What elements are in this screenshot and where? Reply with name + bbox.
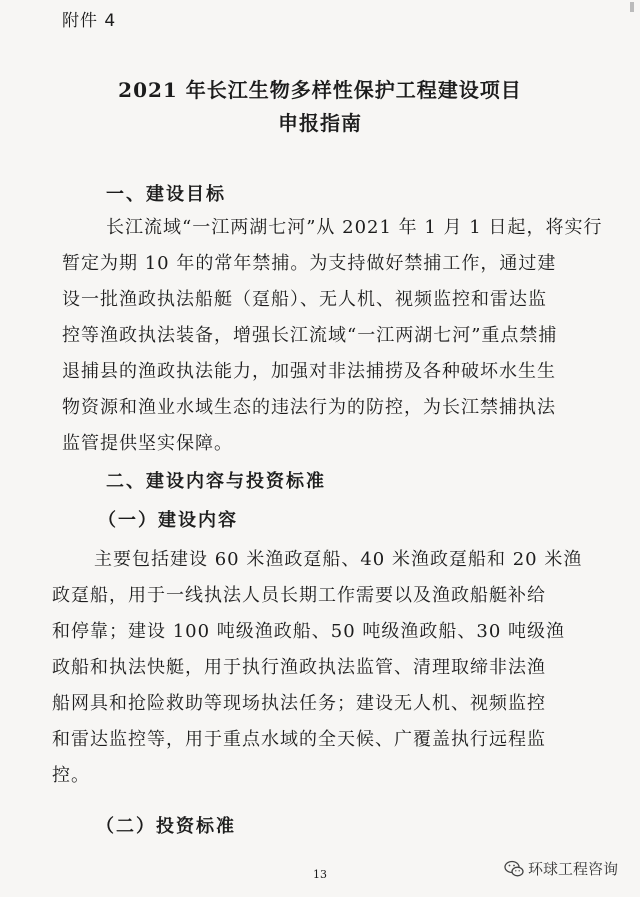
paragraph-line: 和雷达监控等，用于重点水域的全天候、广覆盖执行远程监 bbox=[52, 729, 546, 750]
subsection2-heading: （二）投资标准 bbox=[96, 816, 236, 837]
paragraph-line: 控。 bbox=[52, 765, 90, 786]
document-title-line1: 2021 年长江生物多样性保护工程建设项目 bbox=[118, 78, 522, 102]
paragraph-line: 长江流域“一江两湖七河”从 2021 年 1 月 1 日起，将实行 bbox=[106, 217, 603, 238]
paragraph-line: 船网具和抢险救助等现场执法任务；建设无人机、视频监控 bbox=[52, 693, 546, 714]
paragraph-line: 和停靠；建设 100 吨级渔政船、50 吨级渔政船、30 吨级渔 bbox=[52, 621, 566, 642]
scan-edge-mark bbox=[630, 2, 634, 12]
paragraph-line: 监管提供坚实保障。 bbox=[62, 433, 233, 454]
document-title-line2: 申报指南 bbox=[278, 111, 362, 135]
watermark bbox=[504, 858, 618, 879]
paragraph-line: 暂定为期 10 年的常年禁捕。为支持做好禁捕工作，通过建 bbox=[62, 253, 557, 274]
wechat-icon bbox=[504, 860, 524, 878]
section1-heading: 一、建设目标 bbox=[106, 184, 226, 205]
attachment-label: 附件 4 bbox=[62, 11, 117, 31]
watermark-text: 环球工程咨询 bbox=[528, 860, 619, 878]
section2-heading: 二、建设内容与投资标准 bbox=[106, 471, 326, 492]
paragraph-line: 政趸船，用于一线执法人员长期工作需要以及渔政船艇补给 bbox=[52, 585, 546, 606]
paragraph-line: 设一批渔政执法船艇（趸船）、无人机、视频监控和雷达监 bbox=[62, 289, 547, 310]
paragraph-line: 主要包括建设 60 米渔政趸船、40 米渔政趸船和 20 米渔 bbox=[94, 549, 583, 570]
subsection1-heading: （一）建设内容 bbox=[98, 510, 238, 531]
paragraph-line: 控等渔政执法装备，增强长江流域“一江两湖七河”重点禁捕 bbox=[62, 325, 558, 346]
paragraph-line: 政船和执法快艇，用于执行渔政执法监管、清理取缔非法渔 bbox=[52, 657, 546, 678]
page-number: 13 bbox=[313, 868, 327, 881]
paragraph-line: 退捕县的渔政执法能力，加强对非法捕捞及各种破坏水生生 bbox=[62, 361, 556, 382]
paragraph-line: 物资源和渔业水域生态的违法行为的防控，为长江禁捕执法 bbox=[62, 397, 556, 418]
